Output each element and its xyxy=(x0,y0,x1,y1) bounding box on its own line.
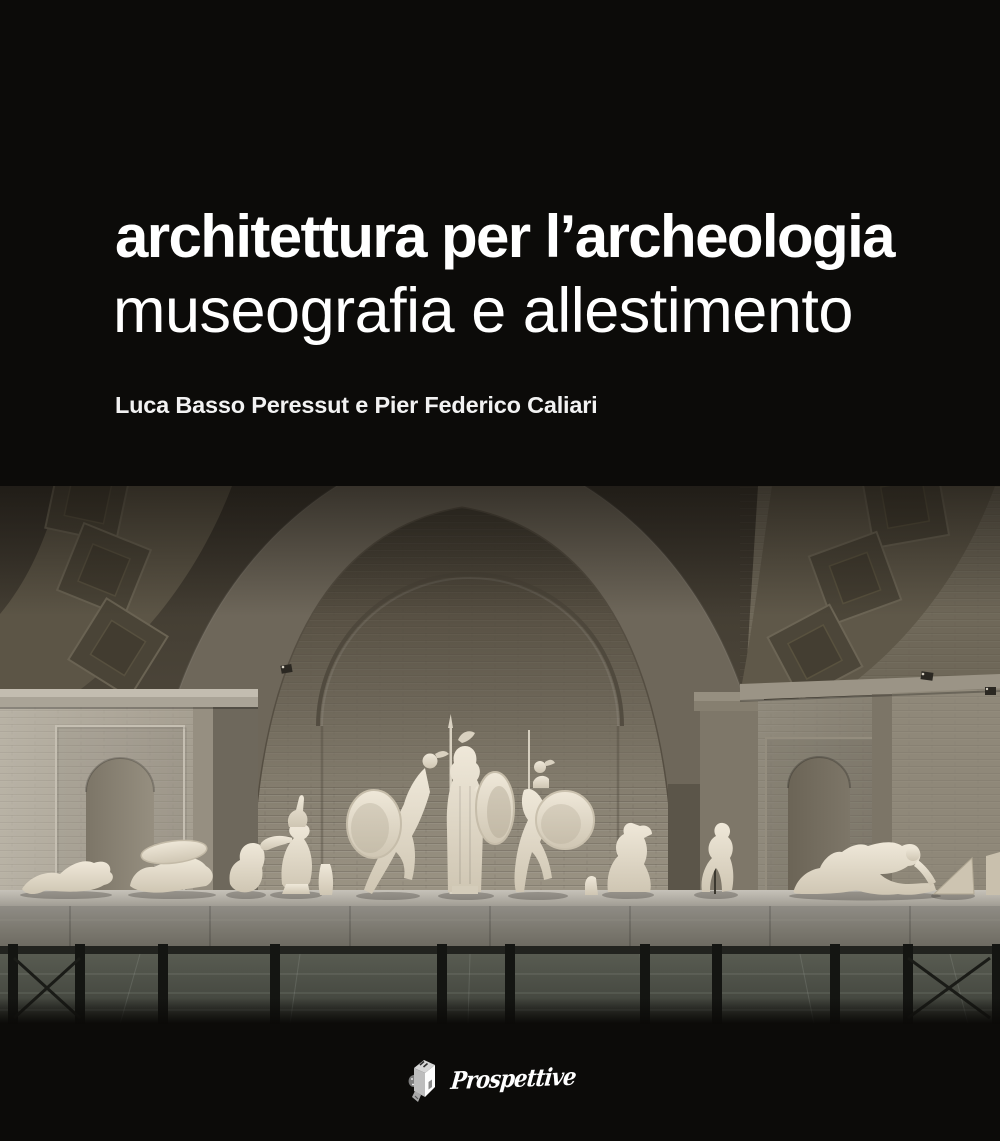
title-line-2: museografia e allestimento xyxy=(113,276,853,346)
title-block xyxy=(0,0,1000,486)
left-wall xyxy=(0,689,258,902)
foot-fragment xyxy=(585,876,598,895)
top-vignette xyxy=(0,486,1000,616)
title-line-1: architettura per l’archeologia xyxy=(115,203,894,270)
publisher-logo xyxy=(0,1050,1000,1110)
house-axonometric-icon xyxy=(408,1056,444,1104)
leg-fragment xyxy=(319,864,333,895)
museum-hall-photo xyxy=(0,486,1000,1024)
authors-line: Luca Basso Peressut e Pier Federico Caliari xyxy=(115,392,598,418)
slab-fragment xyxy=(986,852,1000,895)
display-plinth xyxy=(0,890,1000,1024)
publisher-name: Prospettive xyxy=(449,1061,577,1095)
